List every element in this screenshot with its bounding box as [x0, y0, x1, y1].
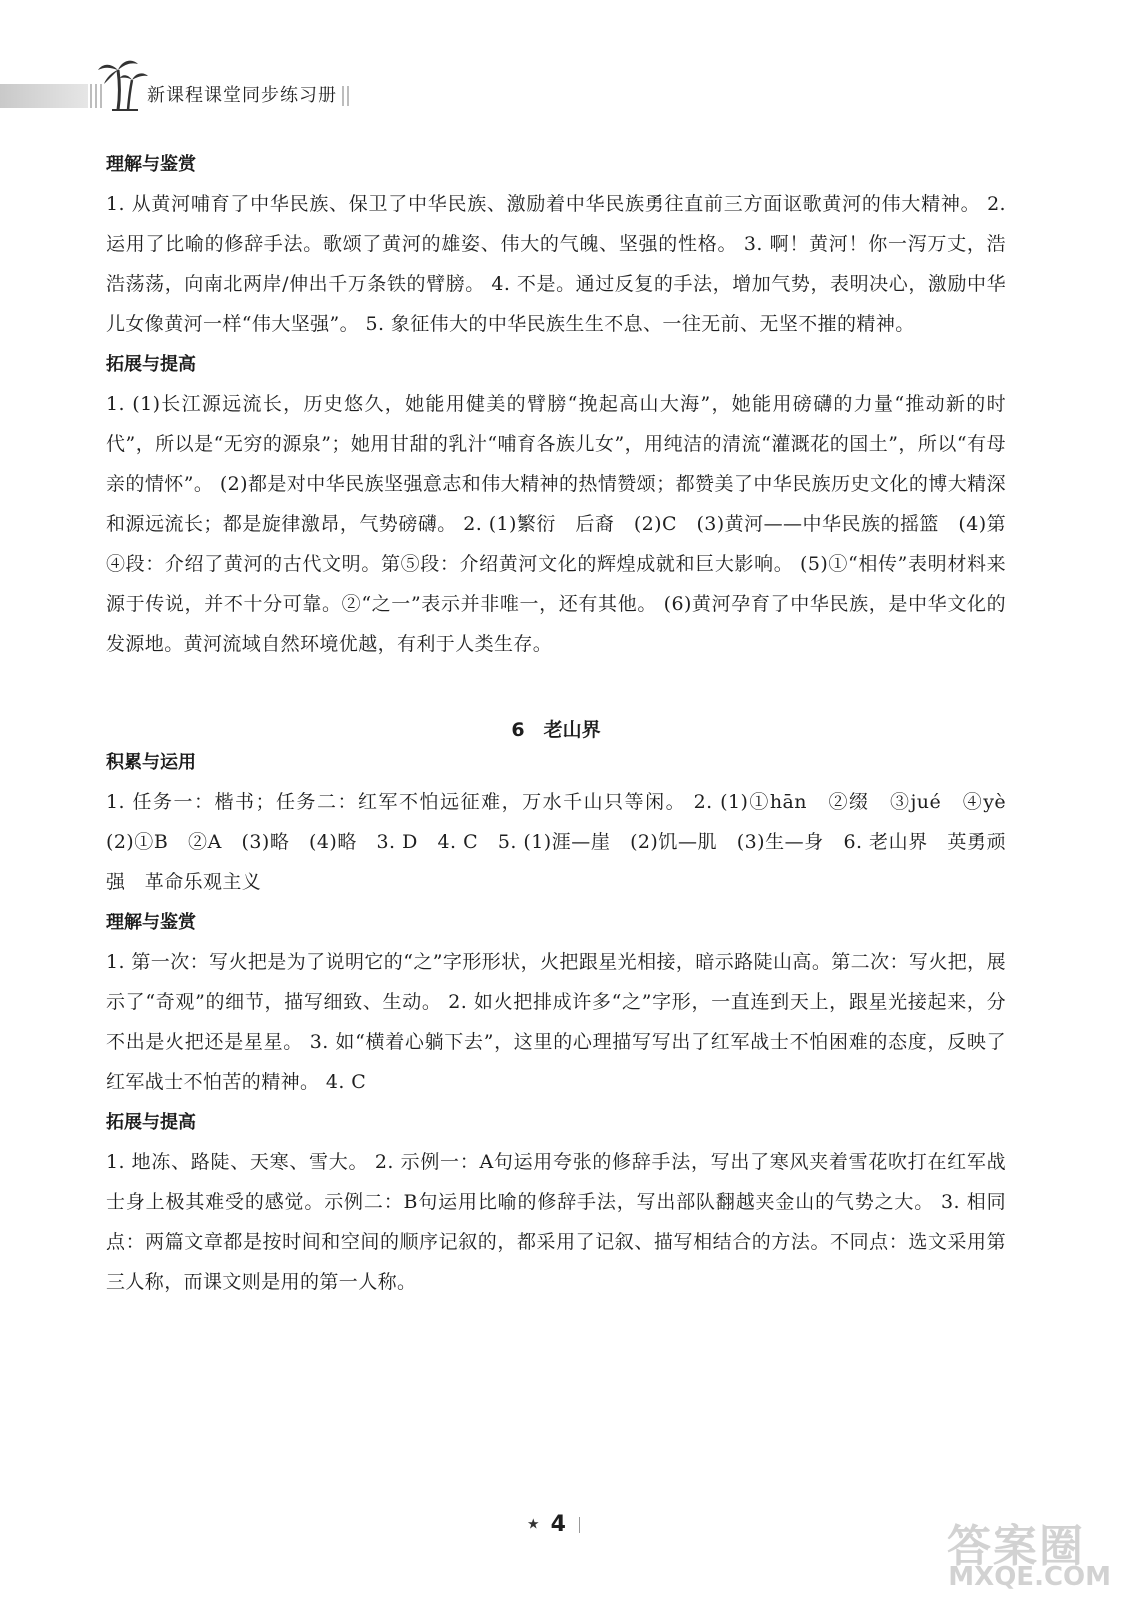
- section-text: 1. (1)长江源远流长，历史悠久，她能用健美的臂膀“挽起高山大海”，她能用磅礴的力量“推动新的时代”，所以是“无穷的源泉”；她用甘甜的乳汁“哺育各族儿女”，用纯洁的清流“灌溉花的国土”，所以“有母亲的情怀”。 (2)都是对中华民族坚强意志和伟大精神的热情赞颂；都赞美了中华民族历史文化的博大精深和源远流长；都是旋律激昂，气势磅礴。 2. (1)繁衍 后裔 (2)C (3)黄河——中华民族的摇篮 (4)第④段：介绍了黄河的古代文明。第⑤段：介绍黄河文化的辉煌成就和巨大影响。 (5)①“相传”表明材料来源于传说，并不十分可靠。②“之一”表示并非唯一，还有其他。 (6)黄河孕育了中华民族，是中华文化的发源地。黄河流域自然环境优越，有利于人类生存。: [106, 393, 1006, 655]
- page-header: [0, 56, 1125, 116]
- section-heading: 理解与鉴赏: [106, 912, 196, 933]
- section-text: 1. 任务一：楷书；任务二：红军不怕远征难，万水千山只等闲。 2. (1)①hān ②缀 ③jué ④yè (2)①B ②A (3)略 (4)略 3. D 4. C 5. (1)涯—崖 (2)饥—肌 (3)生—身 6. 老山界 英勇顽强 革命乐观主义: [106, 791, 1026, 893]
- page-footer: [527, 1512, 580, 1542]
- star-icon: ★: [527, 1516, 540, 1533]
- palm-tree-icon: [98, 56, 148, 112]
- section-heading: 理解与鉴赏: [106, 154, 196, 175]
- header-end-stripes: [342, 86, 352, 106]
- watermark-logo-text: 答案圈: [947, 1521, 1085, 1572]
- footer-divider: [579, 1517, 580, 1533]
- answer-content: [106, 152, 1026, 1302]
- page-number: 4: [550, 1512, 566, 1537]
- section-understanding-1: [106, 152, 1006, 344]
- section-text: 1. 从黄河哺育了中华民族、保卫了中华民族、激励着中华民族勇往直前三方面讴歌黄河的伟大精神。 2. 运用了比喻的修辞手法。歌颂了黄河的雄姿、伟大的气魄、坚强的性格。 3. 啊！黄河！你一泻万丈，浩浩荡荡，向南北两岸/伸出千万条铁的臂膀。 4. 不是。通过反复的手法，增加气势，表明决心，激励中华儿女像黄河一样“伟大坚强”。 5. 象征伟大的中华民族生生不息、一往无前、无坚不摧的精神。: [106, 193, 1006, 335]
- header-gray-bar: [0, 84, 88, 108]
- chapter-title: 6 老山界: [511, 719, 601, 741]
- section-heading: 拓展与提高: [106, 354, 196, 375]
- section-accumulation: [106, 750, 1026, 902]
- section-understanding-2: [106, 910, 1006, 1102]
- section-extension-1: [106, 352, 1006, 664]
- section-extension-2: [106, 1110, 1006, 1302]
- section-text: 1. 第一次：写火把是为了说明它的“之”字形形状，火把跟星光相接，暗示路陡山高。第二次：写火把，展示了“奇观”的细节，描写细致、生动。 2. 如火把排成许多“之”字形，一直连到天上，跟星光接起来，分不出是火把还是星星。 3. 如“横着心躺下去”，这里的心理描写写出了红军战士不怕困难的态度，反映了红军战士不怕苦的精神。 4. C: [106, 951, 1006, 1093]
- section-text: 1. 地冻、路陡、天寒、雪大。 2. 示例一：A句运用夸张的修辞手法，写出了寒风夹着雪花吹打在红军战士身上极其难受的感觉。示例二：B句运用比喻的修辞手法，写出部队翻越夹金山的气势之大。 3. 相同点：两篇文章都是按时间和空间的顺序记叙的，都采用了记叙、描写相结合的方法。不同点：选文采用第三人称，而课文则是用的第一人称。: [106, 1151, 1006, 1293]
- section-heading: 积累与运用: [106, 752, 196, 773]
- watermark-url: MXQE.COM: [948, 1562, 1111, 1592]
- watermark: [885, 1510, 1125, 1600]
- book-title: 新课程课堂同步练习册: [147, 85, 337, 106]
- section-heading: 拓展与提高: [106, 1112, 196, 1133]
